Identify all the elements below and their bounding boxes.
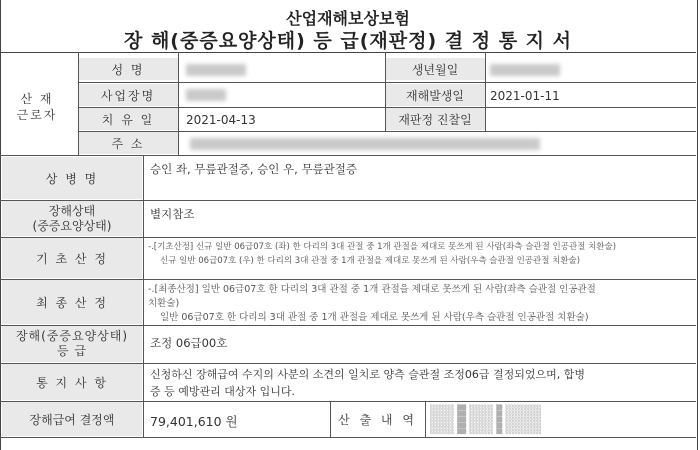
notice-label: 통 지 사 항 xyxy=(2,364,142,400)
state-label: 장해상태 (중증요양상태) xyxy=(2,201,142,236)
divider xyxy=(78,52,79,155)
grade-label: 장해(중증요양상태) 등 급 xyxy=(2,326,142,362)
document-subtitle: 산업재해보상보험 xyxy=(286,9,410,28)
notice-line-2: 증 등 예방관리 대상자 입니다. xyxy=(150,385,295,398)
divider xyxy=(0,363,696,364)
name-redacted xyxy=(186,64,246,76)
name-label: 성 명 xyxy=(78,58,178,80)
grade-value: 조정 06급00호 xyxy=(150,336,228,350)
accident-date-value: 2021-01-11 xyxy=(490,89,560,103)
workplace-redacted xyxy=(186,89,226,101)
workplace-label: 사업장명 xyxy=(78,84,178,106)
calculation-details: ░░░░░░░░ ▒▒▒ ░░░░░░░░ ▒▒ ░░░░░░░░░░░░ ░░░░░░░░ ▒▒▒ ░░░░░░░░ ▒▒ ░░░░░░░░░░░░ ░░░░░░░░ ▒▒▒ ░░░░░░░░ ▒▒ ░░░░░░░░░░░░ ░░░░░░░░ ▒▒▒ ░░░░░░░░ ▒▒ ░░░░░░░░░░░░ ░░░░░░░░ ▒▒▒ ░░░░░░░░ ▒▒ ░░░░░░░░░░░░ xyxy=(430,405,542,435)
cure-date-label: 치 유 일 xyxy=(78,108,178,130)
final-line-3: 일반 06급07호 한 다리의 3대 관절 중 1개 관절을 제대로 못쓰게 된 사람(우측 슬관절 인공관절 치환술) xyxy=(160,312,589,323)
illness-label: 상 병 명 xyxy=(2,157,142,199)
payment-label: 장해급여 결정액 xyxy=(2,402,142,436)
final-line-2: 치환술) xyxy=(148,298,180,309)
final-line-1: -.[최종산정] 일반 06급07호 한 다리의 3대 관절 중 1개 관절을 제대로 못쓰게 된 사람(좌측 슬관절 인공관절 xyxy=(148,284,596,295)
divider xyxy=(0,279,696,280)
worker-section-label: 산 재 근로자 xyxy=(16,92,58,122)
accident-date-label: 재해발생일 xyxy=(385,84,485,106)
dob-redacted xyxy=(490,64,560,76)
document-title: 장 해(중증요양상태) 등 급(재판정) 결 정 통 지 서 xyxy=(123,30,573,52)
divider xyxy=(385,52,386,131)
title-bar xyxy=(0,0,696,53)
divider xyxy=(78,107,696,108)
final-label: 최 종 산 정 xyxy=(2,280,142,324)
address-redacted xyxy=(190,138,540,150)
recheck-date-label: 재판정 진찰일 xyxy=(385,108,485,130)
cure-date-value: 2021-04-13 xyxy=(186,113,256,127)
divider xyxy=(143,155,144,437)
divider xyxy=(0,155,696,156)
divider xyxy=(0,237,696,238)
divider xyxy=(0,437,696,438)
divider xyxy=(485,52,486,131)
divider xyxy=(178,52,179,155)
calc-label: 산 출 내 역 xyxy=(338,412,417,427)
address-label: 주 소 xyxy=(78,132,178,154)
divider xyxy=(0,200,696,201)
state-value: 별지참조 xyxy=(150,207,195,221)
divider xyxy=(78,82,696,83)
dob-label: 생년월일 xyxy=(385,58,485,80)
divider xyxy=(78,131,696,132)
illness-value: 승인 좌, 무릎관절증, 승인 우, 무릎관절증 xyxy=(150,162,357,176)
basic-label: 기 초 산 정 xyxy=(2,238,142,278)
divider xyxy=(0,325,696,326)
divider xyxy=(425,401,426,437)
notice-line-1: 신청하신 장해급여 수지의 사분의 소견의 일치로 양측 슬관절 조정06급 결정되었으며, 합병 xyxy=(150,368,585,381)
basic-line-2: 신규 일반 06급07호 (우) 한 다리의 3대 관절 중 1개 관절을 제대로 못쓰게 된 사람(우측 슬관절 인공관절 치환술) xyxy=(160,256,581,266)
payment-amount: 79,401,610 원 xyxy=(150,414,238,429)
basic-line-1: -.[기초산정] 신규 일반 06급07호 (좌) 한 다리의 3대 관절 중 1개 관절을 제대로 못쓰게 된 사람(좌측 슬관절 인공관절 치환술) xyxy=(148,242,617,252)
